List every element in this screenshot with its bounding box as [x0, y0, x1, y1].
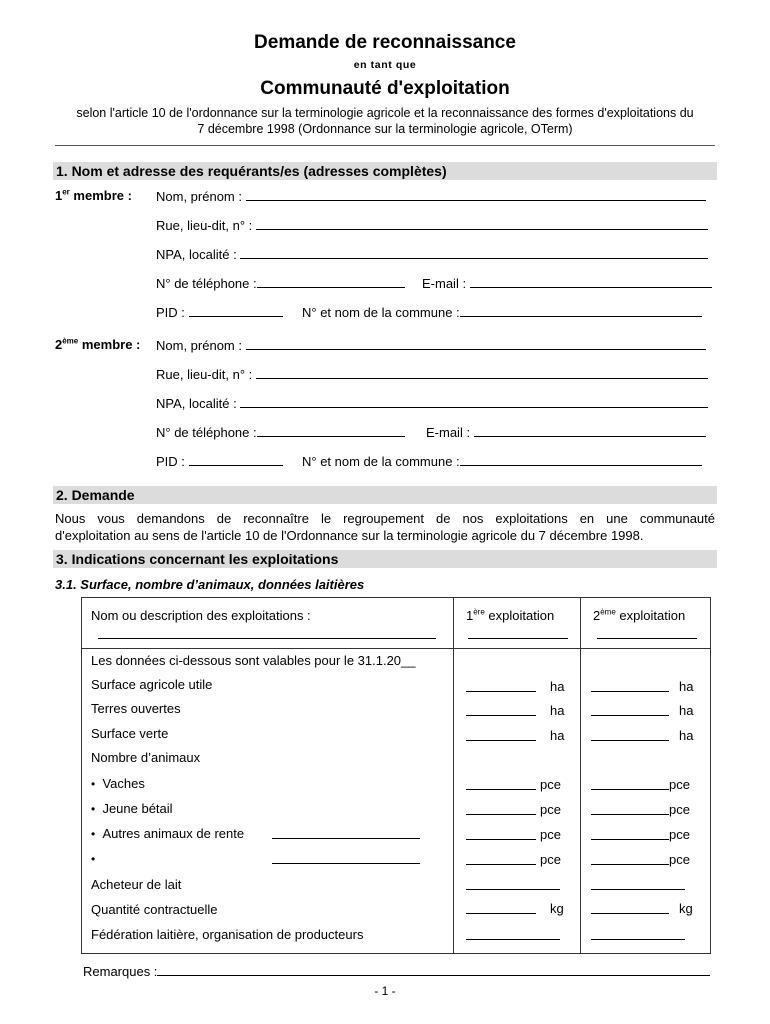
member-2-email-row: E-mail :	[426, 424, 706, 440]
member-1-label: 1er membre :	[55, 187, 132, 203]
exp1-terres-ouvertes-field[interactable]	[466, 703, 536, 716]
col-header-desc: Nom ou description des exploitations :	[91, 608, 311, 623]
exp1-acheteur-lait-field[interactable]	[466, 877, 560, 890]
unit-ha: ha	[550, 679, 565, 694]
intro-text	[0, 105, 770, 137]
unit-ha: ha	[679, 703, 694, 718]
intro-line-2: 7 décembre 1998 (Ordonnance sur la terminologie agricole, OTerm)	[197, 122, 573, 136]
exp2-autres-animaux-field[interactable]	[591, 827, 669, 840]
member-2-commune-row: N° et nom de la commune :	[302, 453, 702, 469]
exp1-quantite-field[interactable]	[466, 901, 536, 914]
member-2-phone-field[interactable]	[257, 424, 405, 437]
member-1-npa-field[interactable]	[240, 246, 708, 259]
unit-pce: pce	[540, 827, 561, 842]
exp1-federation-field[interactable]	[466, 927, 560, 940]
member-1-phone-row: N° de téléphone :	[156, 275, 405, 291]
remarks-row: Remarques :	[83, 963, 710, 979]
exploitation-1-name-field[interactable]	[468, 626, 568, 639]
form-title: Demande de reconnaissance	[254, 32, 516, 53]
unit-pce: pce	[669, 802, 690, 817]
page-number: - 1 -	[374, 984, 396, 998]
unit-kg: kg	[550, 901, 564, 916]
member-2-phone-row: N° de téléphone :	[156, 424, 405, 440]
exploitation-table	[81, 597, 711, 954]
unit-pce: pce	[669, 852, 690, 867]
exp2-acheteur-lait-field[interactable]	[591, 877, 685, 890]
member-1-email-row: E-mail :	[422, 275, 712, 291]
section-3-1-heading: 3.1. Surface, nombre d’animaux, données laitières	[55, 577, 365, 592]
member-2-street-row: Rue, lieu-dit, n° :	[156, 366, 708, 382]
unit-ha: ha	[679, 728, 694, 743]
row-label-quantite: Quantité contractuelle	[91, 902, 218, 917]
exp1-jeune-betail-field[interactable]	[466, 802, 536, 815]
member-1-commune-row: N° et nom de la commune :	[302, 304, 702, 320]
member-1-street-row: Rue, lieu-dit, n° :	[156, 217, 708, 233]
remarks-field[interactable]	[157, 963, 710, 976]
unit-kg: kg	[679, 901, 693, 916]
exp2-surface-agricole-field[interactable]	[591, 679, 669, 692]
exploitation-2-name-field[interactable]	[597, 626, 697, 639]
member-1-street-field[interactable]	[256, 217, 708, 230]
row-label-terres-ouvertes: Terres ouvertes	[91, 701, 181, 716]
section-2-line-1: Nous vous demandons de reconnaître le regroupement de nos exploitations en une communauté	[55, 511, 715, 526]
member-1-name-field[interactable]	[246, 188, 706, 201]
member-1-phone-field[interactable]	[257, 275, 405, 288]
unit-pce: pce	[669, 827, 690, 842]
member-2-npa-row: NPA, localité :	[156, 395, 708, 411]
exp2-quantite-field[interactable]	[591, 901, 669, 914]
member-2-pid-field[interactable]	[189, 453, 283, 466]
row-label-vaches: • Vaches	[91, 776, 145, 791]
exp2-jeune-betail-field[interactable]	[591, 802, 669, 815]
exp1-vaches-field[interactable]	[466, 777, 536, 790]
row-label-other-animal	[91, 851, 95, 866]
member-1-pid-row: PID :	[156, 304, 283, 320]
form-title-2: Communauté d'exploitation	[260, 78, 510, 99]
row-label-surface-verte: Surface verte	[91, 726, 169, 741]
col-header-1: 1ère exploitation	[466, 607, 555, 623]
table-col-divider-1	[453, 598, 454, 953]
member-2-label: 2ème membre :	[55, 336, 141, 352]
section-1-heading: 1. Nom et adresse des requérants/es (adresses complètes)	[53, 162, 717, 180]
member-2-email-field[interactable]	[474, 424, 706, 437]
exp1-surface-verte-field[interactable]	[466, 728, 536, 741]
member-2-commune-field[interactable]	[460, 453, 702, 466]
member-2-name-field[interactable]	[246, 337, 706, 350]
unit-pce: pce	[540, 777, 561, 792]
unit-ha: ha	[679, 679, 694, 694]
member-1-email-field[interactable]	[470, 275, 712, 288]
member-1-npa-row: NPA, localité :	[156, 246, 708, 262]
row-label-autres-animaux: • Autres animaux de rente	[91, 826, 245, 841]
other-animal-type-field[interactable]	[272, 851, 420, 864]
member-1-commune-field[interactable]	[460, 304, 702, 317]
row-label-federation: Fédération laitière, organisation de producteurs	[91, 927, 364, 942]
intro-line-1: selon l'article 10 de l'ordonnance sur la terminologie agricole et la reconnaissance des formes d'exploitations du	[76, 106, 694, 120]
exp2-vaches-field[interactable]	[591, 777, 669, 790]
member-2-name-row: Nom, prénom :	[156, 337, 706, 353]
form-subtitle: en tant que	[353, 59, 417, 71]
member-2-npa-field[interactable]	[240, 395, 708, 408]
unit-ha: ha	[550, 728, 565, 743]
member-1-pid-field[interactable]	[189, 304, 283, 317]
exp1-other-animal-field[interactable]	[466, 852, 536, 865]
exploitation-description-field[interactable]	[98, 626, 436, 639]
member-2-pid-row: PID :	[156, 453, 283, 469]
row-label-surface-agricole: Surface agricole utile	[91, 677, 213, 692]
row-label-acheteur-lait: Acheteur de lait	[91, 877, 182, 892]
table-col-divider-2	[580, 598, 581, 953]
section-2-line-2: d'exploitation au sens de l'article 10 de l'Ordonnance sur la terminologie agricole du 7 décembre 1998.	[55, 528, 644, 543]
section-2-text	[55, 510, 715, 544]
unit-pce: pce	[540, 802, 561, 817]
bullet-icon: •	[91, 827, 96, 841]
exp1-autres-animaux-field[interactable]	[466, 827, 536, 840]
col-header-2: 2ème exploitation	[593, 607, 686, 623]
autres-animaux-type-field[interactable]	[272, 826, 420, 839]
valid-for-text: Les données ci-dessous sont valables pour le 31.1.20__	[91, 653, 416, 668]
section-2-heading: 2. Demande	[53, 486, 717, 504]
separator-line	[55, 145, 715, 146]
unit-ha: ha	[550, 703, 565, 718]
exp2-surface-verte-field[interactable]	[591, 728, 669, 741]
exp1-surface-agricole-field[interactable]	[466, 679, 536, 692]
unit-pce: pce	[669, 777, 690, 792]
table-divider	[82, 648, 710, 649]
unit-pce: pce	[540, 852, 561, 867]
member-1-name-row: Nom, prénom :	[156, 188, 706, 204]
section-3-heading: 3. Indications concernant les exploitations	[53, 550, 717, 568]
member-2-street-field[interactable]	[256, 366, 708, 379]
bullet-icon: •	[91, 852, 96, 866]
row-label-jeune-betail: • Jeune bétail	[91, 801, 173, 816]
bullet-icon: •	[91, 777, 96, 791]
row-label-nombre-animaux: Nombre d’animaux	[91, 750, 201, 765]
bullet-icon: •	[91, 802, 96, 816]
exp2-terres-ouvertes-field[interactable]	[591, 703, 669, 716]
exp2-federation-field[interactable]	[591, 927, 685, 940]
exp2-other-animal-field[interactable]	[591, 852, 669, 865]
